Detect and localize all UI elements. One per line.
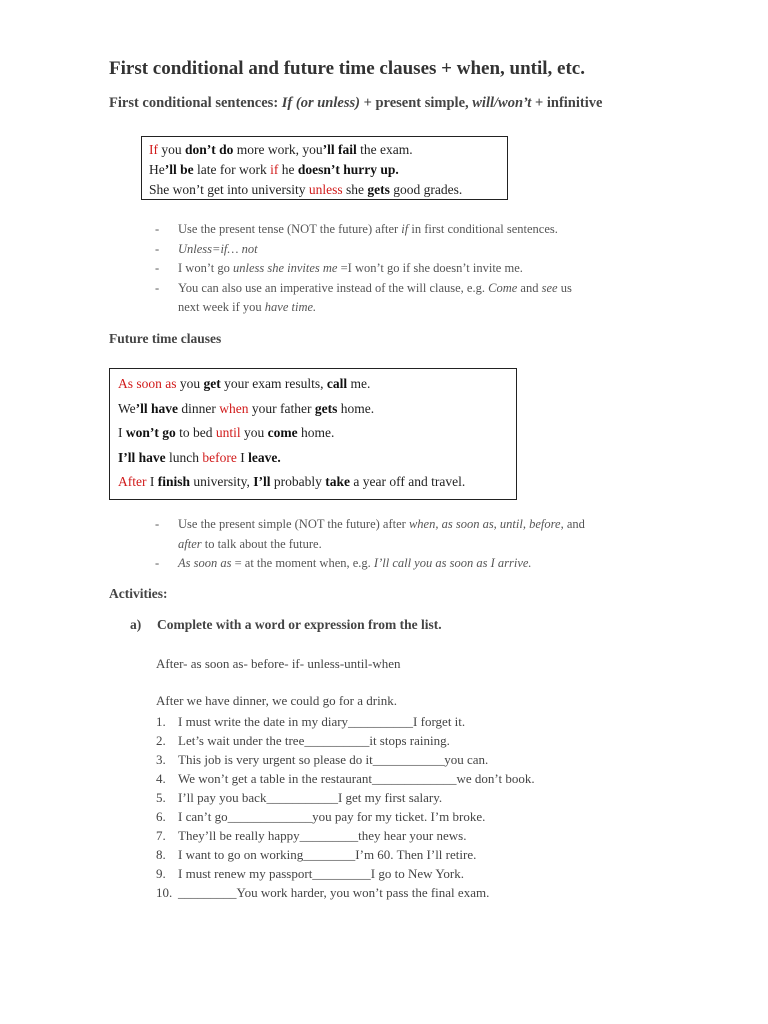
task-label: a) — [130, 617, 142, 632]
example-sentence-activity: After we have dinner, we could go for a drink. — [156, 693, 397, 708]
verb: ’ll fail — [322, 142, 357, 157]
exercise-text: We won’t get a table in the restaurant_____________we don’t book. — [178, 771, 535, 786]
future-time-examples-box — [109, 368, 517, 500]
keyword: before — [202, 449, 237, 465]
exercise-item — [156, 864, 535, 883]
text: you — [240, 425, 268, 441]
example-sentence — [149, 180, 500, 200]
keyword: As soon as — [118, 376, 177, 391]
text: Use the present simple (NOT the future) after — [178, 517, 409, 531]
word-list: After- as soon as- before- if- unless-until-when — [156, 656, 401, 671]
verb: won’t go — [125, 425, 176, 441]
exercise-item — [156, 807, 535, 826]
text: Use the present tense (NOT the future) after — [178, 222, 402, 236]
future-time-clauses-heading: Future time clauses — [109, 331, 222, 346]
text: I — [146, 474, 158, 490]
example-sentence — [149, 160, 500, 180]
exercise-number: 2. — [156, 733, 166, 748]
exercise-number: 9. — [156, 866, 166, 881]
text: to talk about the future. — [201, 536, 322, 551]
text: You can also use an imperative instead of the will clause, e.g. — [178, 280, 489, 295]
exercise-item — [156, 826, 535, 845]
verb: leave. — [248, 449, 281, 465]
exercise-number: 4. — [156, 771, 166, 786]
exercise-text: I can’t go_____________you pay for my ticket. I’m broke. — [178, 809, 486, 824]
text-italic: I’ll call you as soon as I arrive. — [373, 556, 532, 570]
verb: get — [203, 376, 221, 391]
exercise-item — [156, 731, 535, 750]
exercise-number: 6. — [156, 809, 166, 824]
exercise-number: 1. — [156, 714, 166, 729]
text: She won’t get into university — [149, 182, 309, 197]
example-sentence — [149, 140, 500, 160]
text: I — [118, 425, 126, 441]
text: =I won’t go if she doesn’t invite me. — [337, 261, 523, 275]
verb: take — [325, 474, 351, 490]
bullet-dash: - — [155, 556, 160, 570]
exercise-text: I want to go on working________I’m 60. Then I’ll retire. — [178, 847, 477, 862]
first-conditional-notes — [155, 220, 572, 318]
subtitle-text: + infinitive — [531, 95, 603, 111]
text-italic: Come — [488, 280, 518, 295]
text: good grades. — [389, 182, 463, 197]
verb: ’ll be — [164, 162, 194, 177]
first-conditional-heading — [109, 95, 602, 112]
task-a-instruction — [130, 617, 442, 633]
exercise-text: I must write the date in my diary__________I forget it. — [178, 714, 466, 729]
text: home. — [337, 400, 375, 416]
text-italic: if — [401, 222, 409, 236]
bullet-dash: - — [155, 222, 160, 236]
exercise-item — [156, 712, 535, 731]
verb: doesn’t hurry up. — [297, 162, 399, 177]
exercise-list — [156, 712, 535, 902]
bullet-dash: - — [155, 261, 160, 275]
verb: don’t do — [185, 142, 234, 157]
exercise-text: This job is very urgent so please do it___________you can. — [178, 752, 489, 767]
exercise-number: 8. — [156, 847, 166, 862]
text: = at the moment when, e.g. — [231, 556, 374, 570]
text: more work, you — [233, 142, 323, 157]
text: and — [517, 280, 542, 295]
text: the exam. — [356, 142, 413, 157]
task-text: Complete with a word or expression from the list. — [157, 617, 442, 632]
bullet-dash: - — [155, 280, 160, 295]
exercise-number: 3. — [156, 752, 166, 767]
exercise-item — [156, 788, 535, 807]
text: and — [563, 517, 585, 531]
text: she — [342, 182, 368, 197]
exercise-number: 7. — [156, 828, 166, 843]
example-sentence — [118, 470, 508, 495]
verb: finish — [157, 474, 191, 490]
text: he — [278, 162, 298, 177]
text-italic: Unless=if… not — [178, 241, 258, 256]
keyword: unless — [308, 182, 343, 197]
verb: ’ll have — [135, 400, 179, 416]
text: dinner — [178, 400, 220, 416]
text-italic: when, as soon as, until, before, — [408, 517, 564, 531]
text: next week if you — [178, 300, 265, 314]
exercise-text: Let’s wait under the tree__________it stops raining. — [178, 733, 450, 748]
verb: gets — [314, 400, 338, 416]
first-conditional-examples-box — [141, 136, 508, 200]
text: I — [236, 449, 249, 465]
subtitle-if-unless: If (or unless) — [281, 95, 360, 111]
example-sentence — [118, 446, 508, 471]
bullet-dash: - — [155, 517, 160, 531]
note-item — [155, 515, 585, 554]
text: late for work — [193, 162, 271, 177]
note-item — [155, 259, 572, 279]
exercise-text: I’ll pay you back___________I get my first salary. — [178, 790, 443, 805]
note-item — [155, 240, 572, 260]
example-sentence — [118, 372, 508, 397]
activities-heading: Activities: — [109, 586, 168, 601]
note-item — [155, 554, 585, 574]
text: a year off and travel. — [350, 474, 466, 490]
text-italic: unless she invites me — [232, 261, 338, 275]
text-italic: have time. — [264, 300, 317, 314]
note-item — [155, 220, 572, 240]
text: your father — [248, 400, 315, 416]
subtitle-text: + present simple, — [359, 95, 473, 111]
verb: I’ll — [253, 474, 271, 490]
text: to bed — [175, 425, 216, 441]
text: probably — [270, 474, 326, 490]
text: you — [176, 376, 204, 391]
text: in first conditional sentences. — [408, 222, 558, 236]
text: home. — [297, 425, 335, 441]
subtitle-will-wont: will/won’t — [472, 95, 532, 111]
verb: call — [326, 376, 348, 391]
text-italic: see — [541, 280, 558, 295]
exercise-number: 10. — [156, 885, 173, 900]
verb: gets — [367, 182, 390, 197]
text: We — [118, 400, 136, 416]
keyword: After — [118, 474, 147, 490]
text: lunch — [165, 449, 203, 465]
keyword: until — [215, 425, 241, 441]
text: you — [158, 142, 185, 157]
subtitle-text: First conditional sentences: — [109, 95, 282, 111]
keyword: when — [219, 400, 249, 416]
example-sentence — [118, 421, 508, 446]
example-sentence — [118, 397, 508, 422]
verb: I’ll have — [118, 449, 166, 465]
text: I won’t go — [178, 261, 233, 275]
exercise-text: I must renew my passport_________I go to New York. — [178, 866, 464, 881]
exercise-item — [156, 750, 535, 769]
keyword: If — [149, 142, 158, 157]
exercise-item — [156, 845, 535, 864]
text: us — [557, 280, 572, 295]
note-item — [155, 279, 572, 318]
bullet-dash: - — [155, 241, 160, 256]
text-italic: after — [178, 536, 202, 551]
text: university, — [190, 474, 254, 490]
exercise-item — [156, 769, 535, 788]
exercise-text: They’ll be really happy_________they hear your news. — [178, 828, 467, 843]
text: your exam results, — [220, 376, 327, 391]
text-italic: As soon as — [178, 556, 232, 570]
exercise-text: _________You work harder, you won’t pass the final exam. — [178, 885, 490, 900]
text: me. — [347, 376, 371, 391]
verb: come — [267, 425, 298, 441]
keyword: if — [270, 162, 279, 177]
text: He — [149, 162, 165, 177]
page-title: First conditional and future time clauses + when, until, etc. — [109, 58, 585, 79]
future-time-notes — [155, 515, 585, 574]
exercise-item — [156, 883, 535, 902]
exercise-number: 5. — [156, 790, 166, 805]
